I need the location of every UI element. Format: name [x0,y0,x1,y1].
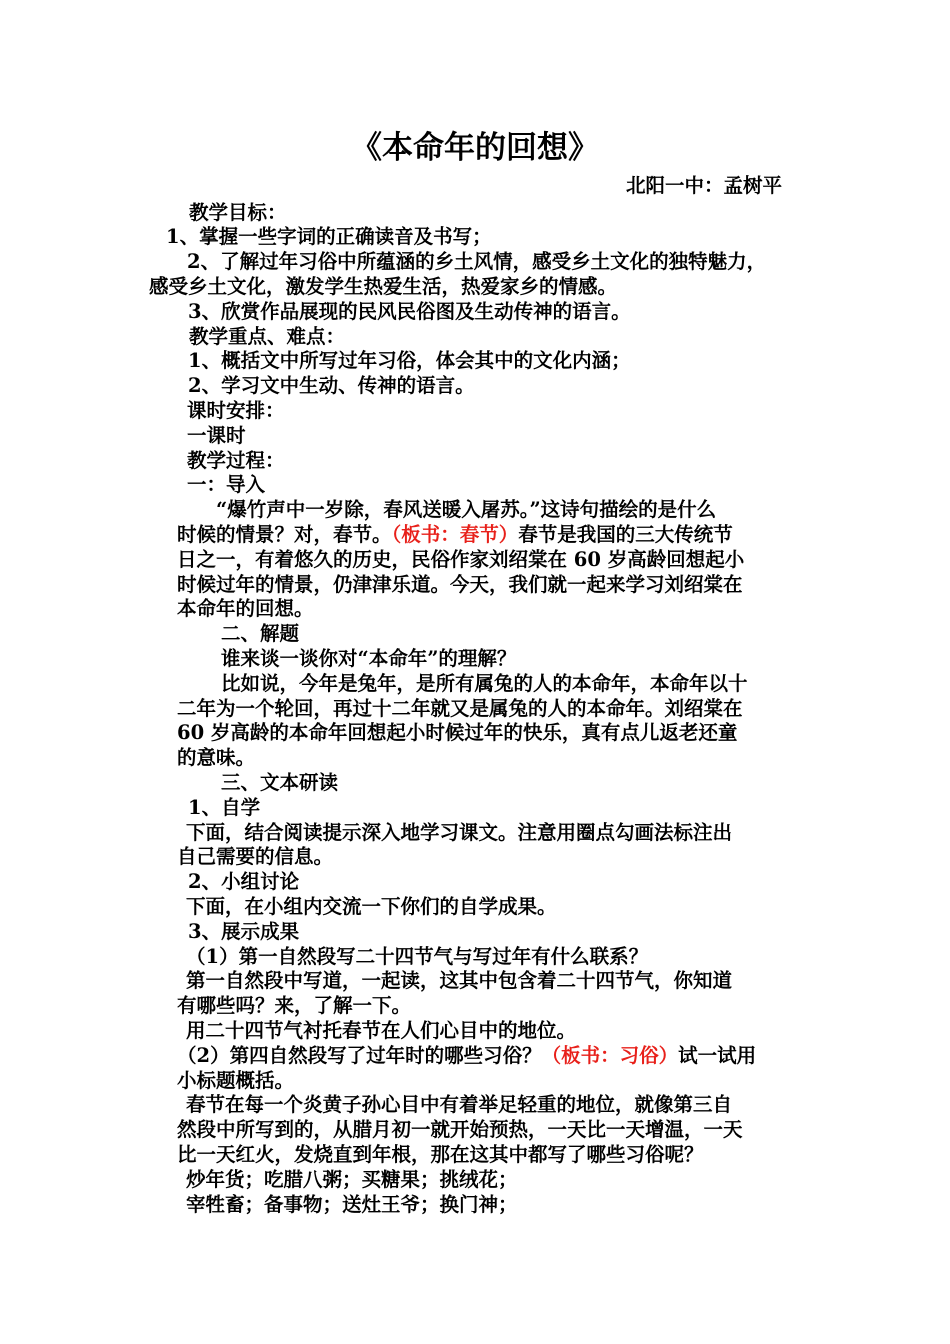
process-heading: 教学过程： [187,449,285,472]
goal-3: 3、欣赏作品展现的民风民俗图及生动传神的语言。 [188,300,631,323]
intro-text: 时候过年的情景，仍津津乐道。今天，我们就一起来学习刘绍棠在 [177,573,743,596]
intro-heading: 一：导入 [187,473,266,496]
document-title: 《本命年的回想》 [351,130,599,166]
question-1: （1）第一自然段写二十四节气与写过年有什么联系？ [186,945,649,968]
key-2: 2、学习文中生动、传神的语言。 [188,374,475,397]
period-value: 一课时 [187,424,246,447]
goal-2-cont: 感受乡土文化，激发学生热爱生活，热爱家乡的情感。 [149,275,618,298]
self-study-text: 自己需要的信息。 [177,845,334,868]
question-2: 试一试用 [678,1044,757,1067]
question-2-text: 然段中所写到的，从腊月初一就开始预热，一天比一天增温，一天 [177,1118,743,1141]
board-note-spring-festival: （板书：春节） [391,523,519,546]
board-note-customs: （板书：习俗） [541,1044,679,1067]
intro-text: “爆竹声中一岁除，春风送暖入屠苏。”这诗句描绘的是什么 [216,498,717,521]
question-1-text: 有哪些吗？来，了解一下。 [177,994,412,1017]
author: 北阳一中：孟树平 [626,174,783,197]
goal-2: 2、了解过年习俗中所蕴涵的乡土风情，感受乡土文化的独特魅力， [187,250,767,273]
self-study-heading: 1、自学 [188,796,261,819]
title-question: 谁来谈一谈你对“本命年”的理解？ [221,647,517,670]
title-text: 二年为一个轮回，再过十二年就又是属兔的人的本命年。刘绍棠在 [177,697,743,720]
title-text: 60 岁高龄的本命年回想起小时候过年的快乐，真有点儿返老还童 [177,721,738,744]
goals-heading: 教学目标： [189,201,287,224]
goal-1: 1、掌握一些字词的正确读音及书写； [166,225,492,248]
group-heading: 2、小组讨论 [188,870,300,893]
intro-text: 日之一，有着悠久的历史，民俗作家刘绍棠在 60 岁高龄回想起小 [177,548,745,571]
question-1-answer: 用二十四节气衬托春节在人们心目中的地位。 [186,1019,577,1042]
intro-text: 时候的情景？对，春节。 [177,523,392,546]
title-text: 的意味。 [177,746,256,769]
title-text: 比如说，今年是兔年，是所有属兔的人的本命年，本命年以十 [221,672,748,695]
intro-text: 本命年的回想。 [177,597,314,620]
text-study-heading: 三、文本研读 [221,771,339,794]
question-1-text: 第一自然段中写道，一起读，这其中包含着二十四节气，你知道 [186,969,733,992]
title-explain-heading: 二、解题 [221,622,300,645]
key-heading: 教学重点、难点： [189,325,346,348]
question-2-cont: 小标题概括。 [177,1069,295,1092]
key-1: 1、概括文中所写过年习俗，体会其中的文化内涵； [188,349,631,372]
customs-list: 宰牲畜；备事物；送灶王爷；换门神； [186,1193,518,1216]
show-heading: 3、展示成果 [188,920,300,943]
question-2-text: 比一天红火，发烧直到年根，那在这其中都写了哪些习俗呢？ [177,1143,704,1166]
intro-text: 春节是我国的三大传统节 [518,523,733,546]
customs-list: 炒年货；吃腊八粥；买糖果；挑绒花； [186,1168,518,1191]
self-study-text: 下面，结合阅读提示深入地学习课文。注意用圈点勾画法标注出 [186,821,733,844]
group-text: 下面，在小组内交流一下你们的自学成果。 [186,895,557,918]
period-heading: 课时安排： [187,399,285,422]
question-2: （2）第四自然段写了过年时的哪些习俗？ [177,1044,542,1067]
question-2-text: 春节在每一个炎黄子孙心目中有着举足轻重的地位，就像第三自 [186,1093,733,1116]
